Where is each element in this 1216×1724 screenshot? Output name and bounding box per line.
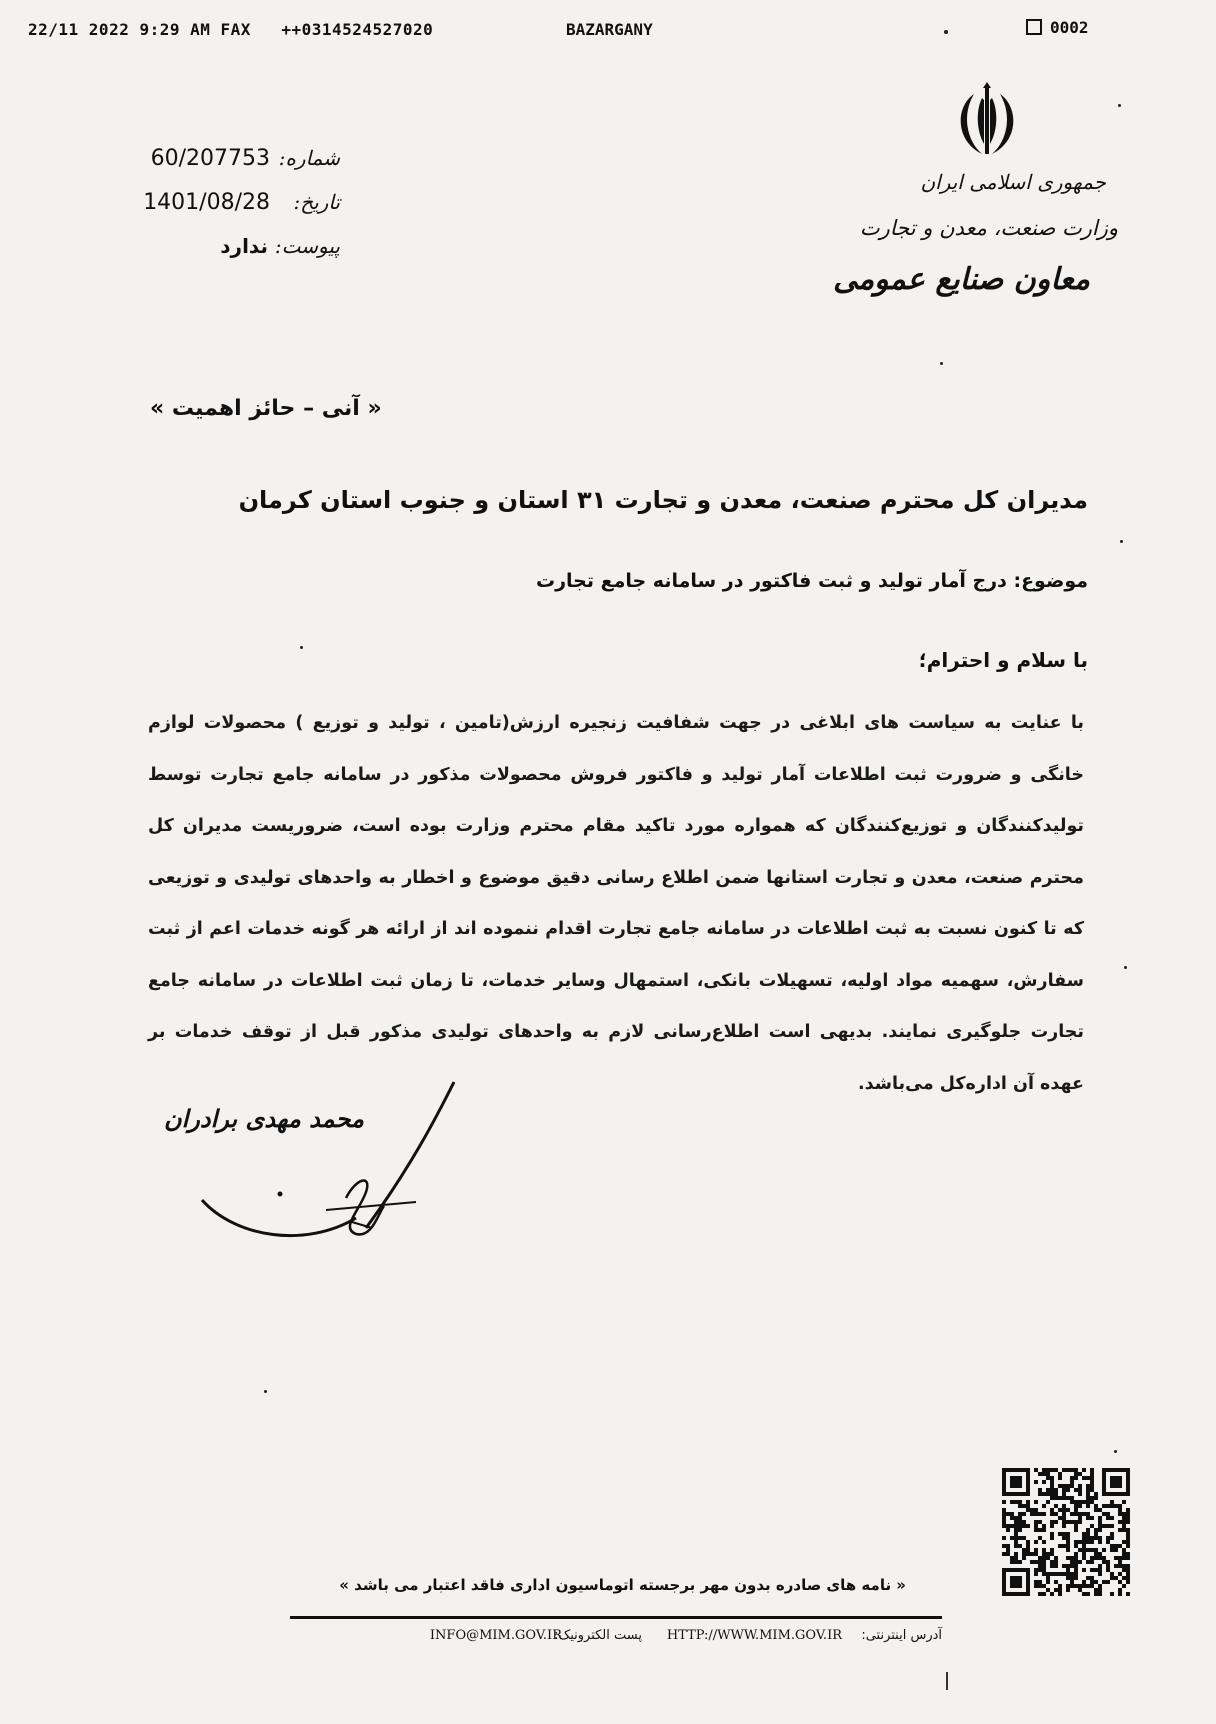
speck [944,30,948,34]
letter-date-label: تاریخ: [293,190,340,214]
letter-attachment-label: پیوست: [274,234,340,258]
checkbox-icon [1026,19,1042,35]
speck [1124,966,1127,969]
fax-header-page [1026,18,1089,37]
qr-code-icon [1002,1468,1130,1596]
greeting: با سلام و احترام؛ [918,648,1088,672]
urgency-label: « آنی – حائز اهمیت » [150,396,382,421]
website-label: آدرس اینترنتی: [861,1628,942,1643]
subject-line: موضوع: درج آمار تولید و ثبت فاکتور در سامانه جامع تجارت [536,570,1088,592]
margin-mark [946,1672,948,1690]
signature-icon [196,1078,466,1268]
email-link[interactable]: INFO@MIM.GOV.IR [429,1628,562,1643]
iran-emblem-icon [944,80,1030,166]
fax-page-number: 0002 [1050,18,1089,37]
header-deputy: معاون صنایع عمومی [833,262,1090,297]
speck [300,646,303,649]
validity-note: « نامه های صادره بدون مهر برجسته اتوماسیون اداری فاقد اعتبار می باشد » [339,1576,906,1594]
speck [940,362,943,365]
letter-body: با عنایت به سیاست های ابلاغی در جهت شفافیت زنجیره ارزش(تامین ، تولید و توزیع ) محصولات لوازم خانگی و ضرورت ثبت اطلاعات آمار تولید و فاکتور فروش محصولات مذکور در سامانه جامع تجارت توسط تولیدکنندگان و توزیع‌کنندگان که همواره مورد تاکید مقام محترم وزارت بوده است، ضروریست مدیران کل محترم صنعت، معدن و تجارت استانها ضمن اطلاع رسانی دقیق موضوع و اخطار به واحدهای تولیدی و توزیعی که تا کنون نسبت به ثبت اطلاعات در سامانه جامع تجارت اقدام ننموده اند از ارائه هر گونه خدمات اعم از ثبت سفارش، سهمیه مواد اولیه، تسهیلات بانکی، استمهال وسایر خدمات، تا زمان ثبت اطلاعات در سامانه جامع تجارت جلوگیری نمایند. بدیهی است اطلاع‌رسانی لازم به واحدهای تولیدی مذکور قبل از توقف خدمات بر عهده آن اداره‌کل می‌باشد. [148,713,1084,1094]
website-link[interactable]: HTTP://WWW.MIM.GOV.IR [666,1628,842,1643]
header-ministry: وزارت صنعت، معدن و تجارت [859,216,1118,240]
header-republic: جمهوری اسلامی ایران [920,170,1106,194]
signer-name: محمد مهدی برادران [164,1104,364,1133]
letter-attachment-value: ندارد [220,234,268,258]
letter-number-label: شماره: [278,146,340,170]
speck [1120,540,1123,543]
letter-date-value: 1401/08/28 [143,190,270,215]
addressee: مدیران کل محترم صنعت، معدن و تجارت ۳۱ استان و جنوب استان کرمان [238,486,1088,514]
speck [1118,104,1121,107]
footer-divider [290,1616,942,1619]
speck [1114,1450,1117,1453]
letter-number-value: 60/207753 [150,146,270,171]
fax-header-timestamp: 22/11 2022 9:29 AM FAX ++0314524527020 [28,20,434,39]
fax-header-sender: BAZARGANY [566,20,653,39]
speck [264,1390,267,1393]
email-label: پست الکترونیک: [554,1628,642,1643]
